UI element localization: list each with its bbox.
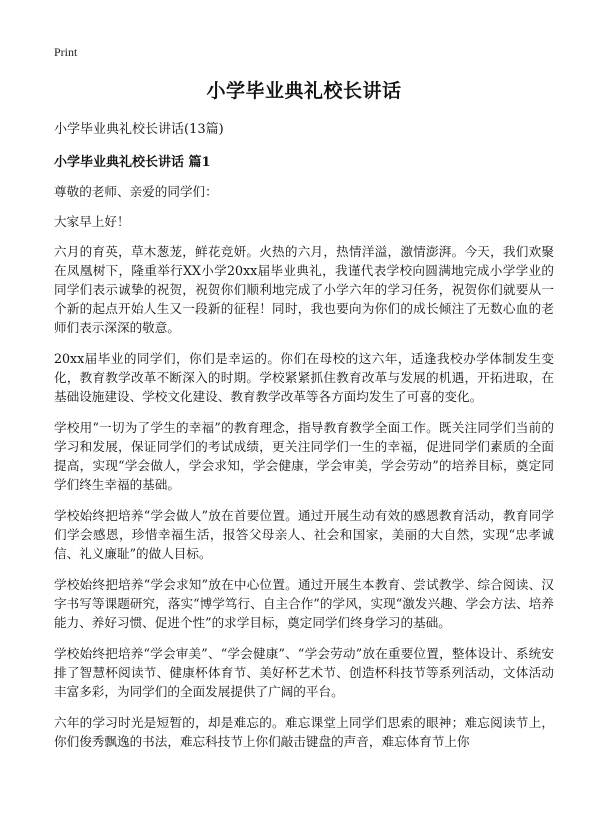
paragraph: 六年的学习时光是短暂的，却是难忘的。难忘课堂上同学们思索的眼神；难忘阅读节上，你们俊秀飘逸的书法，难忘科技节上你们敲击键盘的声音，难忘体育节上你 — [54, 715, 554, 749]
paragraph: 20xx届毕业的同学们，你们是幸运的。你们在母校的这六年，适逢我校办学体制发生变化，教育教学改革不断深入的时期。学校紧紧抓住教育改革与发展的机遇，开拓进取，在基础设施建设、学校文化建设、教育教学改革等各方面均发生了可喜的变化。 — [54, 351, 554, 404]
print-link[interactable]: Print — [54, 45, 78, 59]
document-subtitle: 小学毕业典礼校长讲话(13篇) — [54, 122, 224, 137]
paragraph: 学校始终把培养“学会求知”放在中心位置。通过开展生本教育、尝试教学、综合阅读、汉字书写等课题研究，落实“博学笃行、自主合作”的学风，实现“激发兴趣、学会方法、培养能力、养好习惯、促进个性”的求学目标，奠定同学们终身学习的基础。 — [54, 577, 554, 630]
paragraph: 六月的育英，草木葱茏，鲜花竞妍。火热的六月，热情洋溢，激情澎湃。今天，我们欢聚在凤凰树下，隆重举行XX小学20xx届毕业典礼，我谨代表学校向圆满地完成小学学业的同学们表示诚挚的祝贺，祝贺你们顺利地完成了小学六年的学习任务，祝贺你们就要从一个新的起点开始人生又一段新的征程！同时，我也要向为你们的成长倾注了无数心血的老师们表示深深的敬意。 — [54, 244, 554, 335]
paragraph: 学校始终把培养“学会审美”、“学会健康”、“学会劳动”放在重要位置，整体设计、系统安排了智慧杯阅读节、健康杯体育节、美好杯艺术节、创造杯科技节等系列活动，文体活动丰富多彩，为同学们的全面发展提供了广阔的平台。 — [54, 646, 554, 699]
paragraph: 学校始终把培养“学会做人”放在首要位置。通过开展生动有效的感恩教育活动，教育同学们学会感恩，珍惜幸福生活，报答父母亲人、社会和国家，美丽的大自然，实现“忠孝诚信、礼义廉耻”的做人目标。 — [54, 508, 554, 561]
document-body — [54, 76, 554, 763]
paragraph-salutation: 大家早上好！ — [54, 214, 130, 229]
section-heading: 小学毕业典礼校长讲话 篇1 — [54, 155, 211, 170]
paragraph-greeting: 尊敬的老师、亲爱的同学们： — [54, 184, 218, 199]
paragraph: 学校用“一切为了学生的幸福”的教育理念，指导教育教学全面工作。既关注同学们当前的学习和发展，保证同学们的考试成绩，更关注同学们一生的幸福，促进同学们素质的全面提高，实现“学会做人，学会求知，学会健康，学会审美，学会劳动”的培养目标，奠定同学们终生幸福的基础。 — [54, 420, 554, 492]
page-title: 小学毕业典礼校长讲话 — [206, 80, 402, 102]
